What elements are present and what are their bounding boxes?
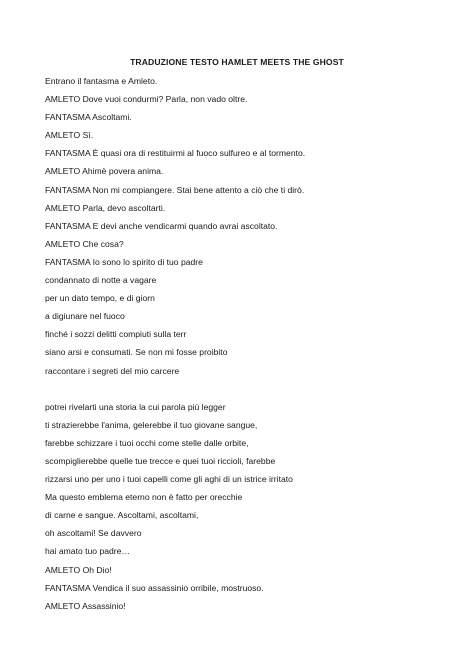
text-line: di carne e sangue. Ascoltami, ascoltami, [45,510,199,521]
paragraph-gap [45,380,445,398]
text-line: a digiunare nel fuoco [45,311,125,322]
text-line: potrei rivelarti una storia la cui parola più legger [45,401,226,412]
text-line: FANTASMA E devi anche vendicarmi quando avrai ascoltato. [45,220,278,231]
text-line: raccontare i segreti del mio carcere [45,365,180,376]
document-body [45,72,445,615]
text-line: AMLETO Ahimè povera anima. [45,166,164,177]
text-line: scompiglierebbe quelle tue trecce e quei tuoi riccioli, farebbe [45,455,276,466]
text-line: rizzarsi uno per uno i tuoi capelli come gli aghi di un istrice irritato [45,474,293,485]
text-line: FANTASMA Non mi compiangere. Stai bene attento a ciò che ti dirò. [45,184,305,195]
text-line: hai amato tuo padre… [45,546,131,557]
text-line: AMLETO Parla, devo ascoltarti. [45,202,166,213]
text-line: AMLETO Che cosa? [45,238,124,249]
text-line: AMLETO Sì. [45,130,94,141]
text-line: siano arsi e consumati. Se non mi fosse proibito [45,347,228,358]
text-line: farebbe schizzare i tuoi occhi come stelle dalle orbite, [45,437,249,448]
text-line: AMLETO Assassinio! [45,600,126,611]
text-line: Entrano il fantasma e Amleto. [45,76,158,86]
text-line: Ma questo emblema eterno non è fatto per orecchie [45,492,243,503]
text-line: oh ascoltami! Se davvero [45,528,142,539]
text-line: per un dato tempo, e di giorn [45,293,155,304]
text-line: FANTASMA Ascoltami. [45,112,132,123]
text-line: finché i sozzi delitti compiuti sulla terr [45,329,187,340]
text-line: condannato di notte a vagare [45,275,157,286]
text-line: AMLETO Dove vuoi condurmi? Parla, non vado oltre. [45,94,248,105]
document-title: TRADUZIONE TESTO HAMLET MEETS THE GHOST [130,57,344,67]
text-line: AMLETO Oh Dio! [45,564,112,575]
text-line: FANTASMA È quasi ora di restituirmi al fuoco sulfureo e al tormento. [45,148,306,159]
text-line: ti strazierebbe l'anima, gelerebbe il tuo giovane sangue, [45,419,258,430]
text-line: FANTASMA Io sono lo spirito di tuo padre [45,256,203,267]
text-line: FANTASMA Vendica il suo assassinio orribile, mostruoso. [45,582,264,593]
